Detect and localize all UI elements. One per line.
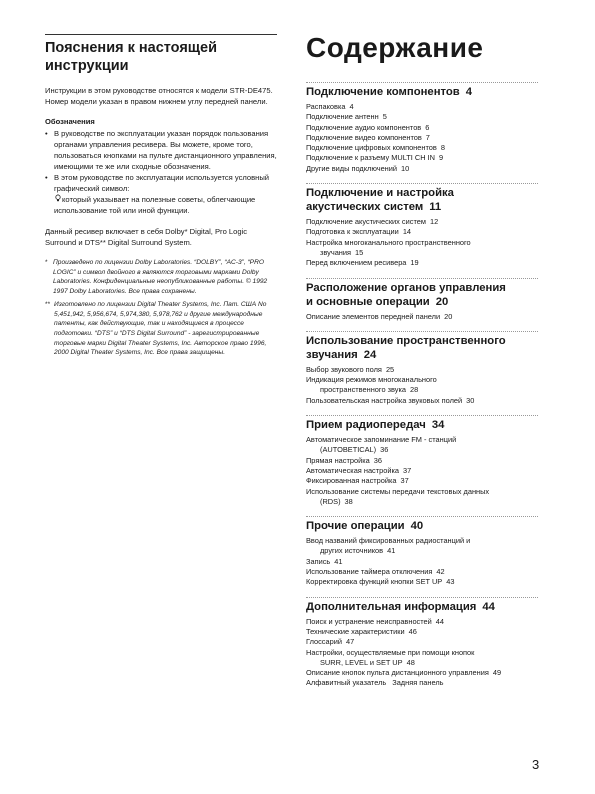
section-page: 40 [410,520,424,533]
entry-page: 44 [435,616,445,626]
toc-entry[interactable] [306,396,538,406]
conventions-heading: Обозначения [45,117,95,126]
section-title: и основные операции [306,295,430,308]
section-title: звучания [306,348,358,361]
entry-page: 14 [402,227,412,237]
toc-entry[interactable] [306,164,538,174]
toc-entry[interactable] [306,385,538,395]
instructions-column [45,36,277,361]
toc-entry[interactable] [306,627,538,637]
entry-title: Подключение видео компонентов [306,132,422,142]
section-title: Прием радиопередач [306,419,426,432]
section-divider [306,183,538,184]
toc-entry[interactable] [306,102,538,112]
entry-title: Поиск и устранение неисправностей [306,616,432,626]
entry-page: 37 [403,465,412,475]
entry-page: 36 [380,445,389,455]
toc-entry[interactable] [306,536,538,546]
toc-entry[interactable] [306,546,538,556]
entry-title: Использование системы передачи текстовых данных [306,486,490,496]
section-page: 11 [429,201,442,214]
entry-title: звучания [320,247,352,257]
section-divider [306,331,538,332]
conventions-list [45,128,277,216]
section-title: акустических систем [306,201,424,214]
entry-title: Другие виды подключений [306,163,398,173]
entry-page: 41 [334,556,343,566]
section-divider [306,597,538,598]
toc-entry[interactable] [306,577,538,587]
entry-page: 43 [446,577,455,587]
entry-page: 25 [385,364,395,374]
entry-page: 15 [355,247,364,257]
entry-page: 12 [429,217,439,227]
section-divider [306,82,538,83]
toc-entry[interactable] [306,238,538,248]
section-heading[interactable] [306,519,538,533]
bullet-item: • В руководстве по эксплуатации указан порядок пользования органами управления ресивера. Вы можете, кроме того, пользоваться кнопками на пульте дистанционного управления, имеющими те же или сходные обозначения. [45,128,277,172]
entry-title: Корректировка функций кнопки SET UP [306,577,443,587]
entry-title: Фиксированная настройка [306,476,397,486]
toc-entry[interactable] [306,445,538,455]
section-page: 20 [435,295,449,308]
toc-section [306,82,538,174]
entry-title: Подготовка к эксплуатации [306,227,399,237]
page-number: 3 [532,757,540,772]
entry-title: Настройки, осуществляемые при помощи кнопок [306,647,475,657]
toc-entry[interactable] [306,678,538,688]
footnote-dolby [45,258,277,297]
entry-title: Подключение цифровых компонентов [306,143,437,153]
entry-title: Подключение акустических систем [306,217,426,227]
section-divider [306,278,538,279]
entry-title: Пользовательская настройка звуковых полей [306,395,463,405]
section-title: Подключение компонентов [306,86,460,98]
toc-entry[interactable] [306,456,538,466]
intro-paragraph: Инструкции в этом руководстве относятся к модели STR-DE475. Номер модели указан в правом нижнем углу передней панели. [45,86,273,106]
tip-text: который указывает на полезные советы, облегчающие использование той или иной функции. [54,195,256,215]
entry-title: Использование таймера отключения [306,567,433,577]
entry-title: Автоматическая настройка [306,465,399,475]
entry-title: Прямая настройка [306,455,370,465]
toc-entry[interactable] [306,466,538,476]
entry-title: пространственного звука [320,385,406,395]
section-page: 24 [363,348,377,361]
section-heading[interactable] [306,334,538,362]
entry-page: 30 [466,395,475,405]
footnotes [45,258,277,358]
toc-entry[interactable] [306,227,538,237]
bullet-item [45,172,277,216]
bullet-item-text: В этом руководстве по эксплуатации используется условный графический символ: [54,173,270,193]
entry-title: Автоматическое запоминание FM - станций [306,435,457,445]
section-heading[interactable] [306,281,538,309]
toc-entry[interactable] [306,217,538,227]
section-title: Подключение и настройка [306,187,454,200]
entry-title: Подключение аудио компонентов [306,122,422,132]
toc-entry[interactable] [306,658,538,668]
entry-title: Запись [306,556,331,566]
toc-entry[interactable] [306,248,538,258]
entry-title: других источников [320,546,384,556]
toc-entry[interactable] [306,487,538,497]
section-title: Прочие операции [306,520,405,533]
entry-page: 37 [400,476,409,486]
toc-entry[interactable] [306,497,538,507]
entry-page: 38 [344,496,353,506]
toc-entry[interactable] [306,648,538,658]
toc-title: Содержание [306,32,484,63]
entry-title: Выбор звукового поля [306,364,382,374]
entry-title: Ввод названий фиксированных радиостанций и [306,536,471,546]
instructions-title-line2: инструкции [45,58,129,74]
toc-entry[interactable] [306,637,538,647]
entry-title: Алфавитный указатель [306,678,387,688]
section-title: Расположение органов управления [306,281,506,294]
entry-title: Задняя панель [392,678,444,688]
toc-entry[interactable] [306,617,538,627]
section-page: 4 [465,86,473,98]
toc-section [306,415,538,507]
tip-line [54,194,277,216]
entry-page: 48 [406,657,415,667]
footnote-mark: * [45,259,48,266]
entry-page: 49 [492,668,502,678]
toc-entry[interactable] [306,567,538,577]
entry-page: 47 [345,637,355,647]
table-of-contents [306,32,538,698]
entry-page: 19 [410,258,419,268]
instructions-title-line1: Пояснения к настоящей [45,40,218,56]
footnote-mark: ** [45,300,51,308]
entry-title: Перед включением ресивера [306,258,407,268]
toc-entry[interactable] [306,557,538,567]
entry-page: 9 [439,153,444,163]
section-heading[interactable] [306,85,538,99]
entry-title: SURR, LEVEL и SET UP [320,657,403,667]
section-heading[interactable] [306,186,538,214]
entry-page: 36 [373,455,382,465]
toc-entry[interactable] [306,123,538,133]
entry-page: 42 [436,567,445,577]
entry-title: Описание кнопок пульта дистанционного управления [306,668,489,678]
toc-entry[interactable] [306,365,538,375]
toc-entry[interactable] [306,312,538,322]
toc-section [306,278,538,322]
toc-entry[interactable] [306,476,538,486]
instructions-title [45,39,277,75]
section-title: Использование пространственного [306,334,506,347]
entry-page: 41 [387,546,396,556]
entry-page: 28 [409,385,419,395]
toc-entry[interactable] [306,153,538,163]
toc-section [306,331,538,406]
entry-title: Глоссарий [306,637,342,647]
entry-page: 5 [382,112,387,122]
toc-entry[interactable] [306,435,538,445]
entry-title: Подключение к разъему MULTI CH IN [306,153,436,163]
entry-page: 4 [349,102,354,111]
section-divider [306,415,538,416]
toc-entry[interactable] [306,258,538,268]
section-title: Дополнительная информация [306,600,477,613]
entry-title: Настройка многоканального пространственного [306,237,471,247]
entry-page: 8 [440,143,445,153]
entry-title: (AUTOBETICAL) [320,445,377,455]
entry-page: 6 [425,122,430,132]
toc-section [306,183,538,268]
toc-entry[interactable] [306,375,538,385]
decoder-paragraph: Данный ресивер включает в себя Dolby* Digital, Pro Logic Surround и DTS** Digital Surround System. [45,227,248,247]
toc-entry[interactable] [306,133,538,143]
entry-title: Подключение антенн [306,112,379,122]
footnote-text: Произведено по лицензии Dolby Laboratories. “DOLBY”, “AC-3”, “PRO LOGIC” и символ двойного в являются торговыми марками Dolby Laboratories. Конфиденциальные неопубликованные работы. © 1992 1997 Dolby Laboratories. Все права сохранены. [53,259,268,296]
section-page: 44 [482,600,495,613]
entry-page: 10 [401,163,410,173]
toc-section [306,597,538,689]
toc-entry[interactable] [306,112,538,122]
section-heading[interactable] [306,418,538,432]
toc-entry[interactable] [306,143,538,153]
lightbulb-icon [54,194,62,205]
section-divider [306,516,538,517]
entry-title: Технические характеристики [306,626,405,636]
entry-title: (RDS) [320,496,341,506]
entry-title: Описание элементов передней панели [306,311,441,321]
toc-section [306,516,538,587]
section-page: 34 [431,419,445,432]
footnote-text: Изготовлено по лицензии Digital Theater Systems, Inc. Пат. США No 5,451,942, 5,956,674, 5,974,380, 5,978,762 и другие международные патенты, как действующие, так и находящиеся в процессе подготовки. “DTS” и “DTS Digital Surround” - зарегистрированные торговые марки Digital Theater Systems, Inc. Авторское право 1996, 2000 Digital Theater Systems, Inc. Все права защищены. [54,300,267,357]
entry-page: 20 [444,311,453,321]
section-heading[interactable] [306,600,538,614]
entry-page: 46 [408,626,417,636]
entry-title: Распаковка [306,102,346,111]
toc-entry[interactable] [306,668,538,678]
left-top-rule [45,34,277,35]
footnote-dts [45,300,277,358]
entry-title: Индикация режимов многоканального [306,375,437,385]
entry-page: 7 [425,132,430,142]
